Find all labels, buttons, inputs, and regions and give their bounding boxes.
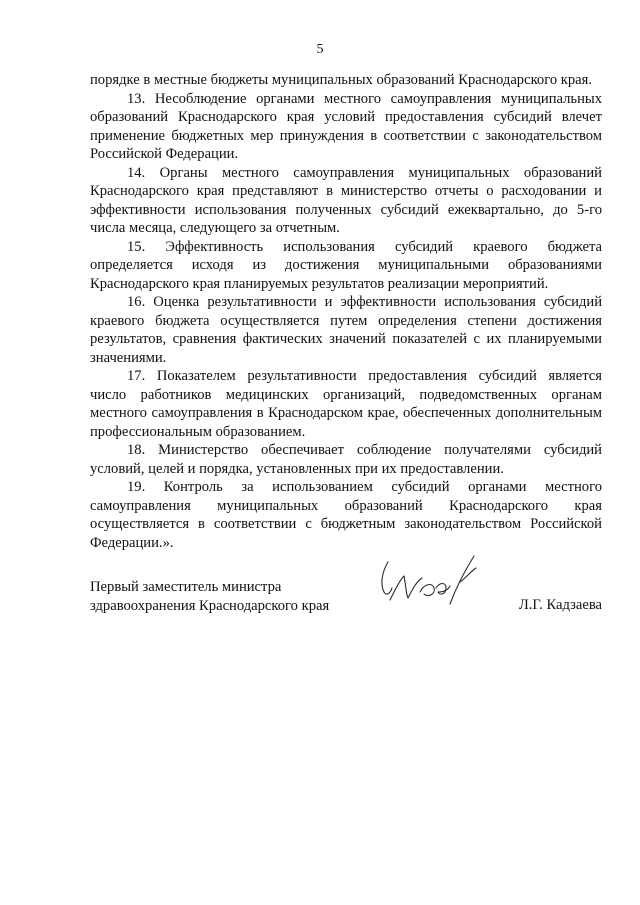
- signature-block: [90, 578, 602, 628]
- signer-name: Л.Г. Кадзаева: [518, 597, 602, 613]
- handwritten-signature: [370, 542, 490, 622]
- paragraph-19: 19. Контроль за использованием субсидий органами местного самоуправления муниципальных образований Краснодарского края осуществляется в соответствии с бюджетным законодательством Российской Федерации.».: [90, 479, 602, 551]
- document-body: [90, 71, 602, 552]
- paragraph-18: 18. Министерство обеспечивает соблюдение получателями субсидий условий, целей и порядка, установленных при их предоставлении.: [90, 442, 602, 477]
- paragraph-15: 15. Эффективность использования субсидий краевого бюджета определяется исходя из достижения муниципальными образованиями Краснодарского края планируемых результатов реализации мероприятий.: [90, 238, 602, 292]
- signer-title-line-1: Первый заместитель министра: [90, 579, 282, 595]
- paragraph-continuation: порядке в местные бюджеты муниципальных образований Краснодарского края.: [90, 72, 593, 88]
- paragraph-16: 16. Оценка результативности и эффективности использования субсидий краевого бюджета осуществляется путем определения степени достижения результатов, сравнения фактических значений показателей с их планируемыми значениями.: [90, 294, 602, 366]
- paragraph-13: 13. Несоблюдение органами местного самоуправления муниципальных образований Краснодарского края условий предоставления субсидий влечет применение бюджетных мер принуждения в соответствии с законодательством Российской Федерации.: [90, 90, 602, 162]
- paragraph-17: 17. Показателем результативности предоставления субсидий является число работников медицинских организаций, подведомственных органам местного самоуправления в Краснодарском крае, обеспеченных дополнительным профессиональным образованием.: [90, 368, 602, 440]
- signer-title-line-2: здравоохранения Краснодарского края: [90, 597, 330, 614]
- paragraph-14: 14. Органы местного самоуправления муниципальных образований Краснодарского края представляют в министерство отчеты о расходовании и эффективности использования полученных субсидий ежеквартально, до 5-го числа месяца, следующего за отчетным.: [90, 164, 602, 236]
- page-number: 5: [316, 42, 324, 57]
- signer-title: [90, 578, 329, 615]
